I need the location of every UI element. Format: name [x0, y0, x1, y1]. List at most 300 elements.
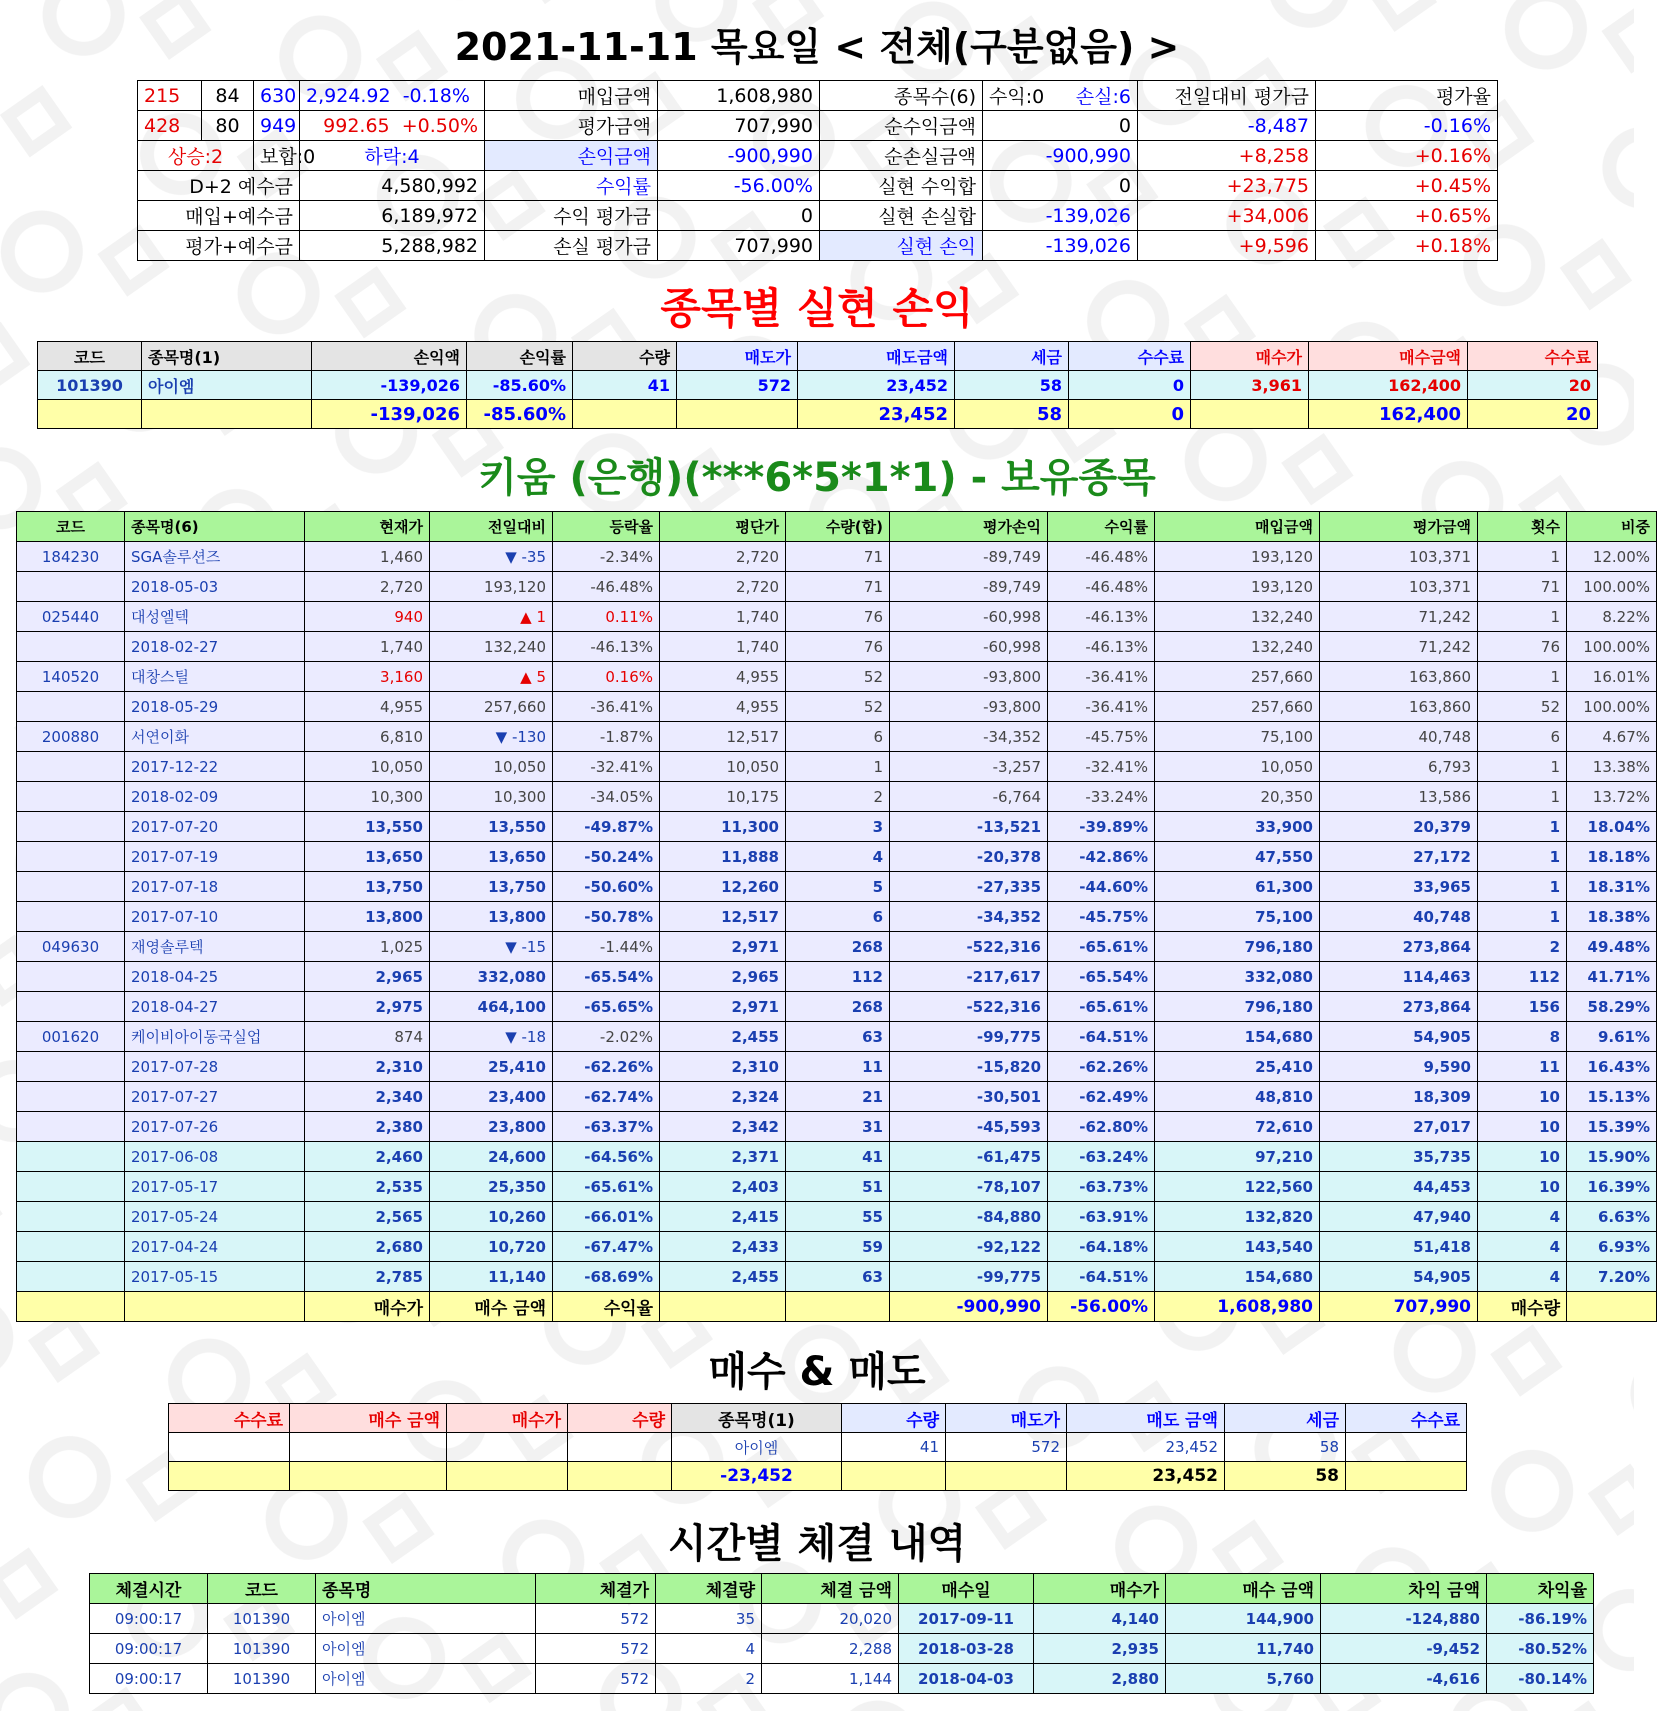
summary-up-count: 215 [138, 81, 202, 111]
holding-cell-3: 10,720 [430, 1232, 553, 1262]
exec-cell-2: 아이엠 [316, 1664, 536, 1694]
holding-cell-10: 13,586 [1320, 782, 1478, 812]
holding-cell-6: 4 [786, 842, 890, 872]
holding-cell-1: 2018-02-09 [125, 782, 305, 812]
holding-lot-row [17, 1052, 1657, 1082]
holding-cell-2: 2,785 [305, 1262, 430, 1292]
holdings-footer-row: 매수가 매수 금액 수익율 -900,990 -56.00% 1,608,980 707,990 매수량 [17, 1292, 1657, 1322]
holding-cell-8: -65.61% [1048, 992, 1155, 1022]
holding-cell-9: 154,680 [1155, 1262, 1320, 1292]
holding-cell-4: -2.02% [553, 1022, 660, 1052]
exec-cell-9: -9,452 [1321, 1634, 1487, 1664]
holding-cell-10: 9,590 [1320, 1052, 1478, 1082]
holding-lot-row [17, 902, 1657, 932]
exec-cell-9: -124,880 [1321, 1604, 1487, 1634]
holding-cell-4: -1.87% [553, 722, 660, 752]
holding-cell-6: 41 [786, 1142, 890, 1172]
holding-cell-12: 16.43% [1567, 1052, 1657, 1082]
holding-cell-7: -15,820 [890, 1052, 1048, 1082]
holding-cell-7: -34,352 [890, 902, 1048, 932]
holding-cell-8: -46.48% [1048, 542, 1155, 572]
holding-cell-1: 2017-05-15 [125, 1262, 305, 1292]
holding-cell-8: -62.49% [1048, 1082, 1155, 1112]
summary-row-1: 215 84 630 2,924.92 -0.18% 매입금액 1,608,980 종목수(6) 수익:0 손실:6 전일대비 평가금 평가율 [138, 81, 1498, 111]
holding-cell-2: 2,720 [305, 572, 430, 602]
holding-cell-8: -64.18% [1048, 1232, 1155, 1262]
holding-cell-6: 63 [786, 1022, 890, 1052]
holding-lot-row [17, 992, 1657, 1022]
holding-cell-1: 대성엘텍 [125, 602, 305, 632]
holding-cell-4: -62.26% [553, 1052, 660, 1082]
holding-cell-1: 2018-05-03 [125, 572, 305, 602]
holding-cell-8: -36.41% [1048, 662, 1155, 692]
holding-cell-2: 2,680 [305, 1232, 430, 1262]
holding-cell-9: 33,900 [1155, 812, 1320, 842]
holding-cell-1: 2017-12-22 [125, 752, 305, 782]
page-title: 2021-11-11 목요일 < 전체(구분없음) > [454, 25, 1180, 69]
holding-main-row [17, 602, 1657, 632]
holding-cell-1: 2017-04-24 [125, 1232, 305, 1262]
holding-cell-1: 2017-05-24 [125, 1202, 305, 1232]
holding-cell-8: -45.75% [1048, 722, 1155, 752]
holding-cell-9: 132,240 [1155, 632, 1320, 662]
holding-cell-6: 2 [786, 782, 890, 812]
holding-cell-12: 16.01% [1567, 662, 1657, 692]
holding-cell-5: 2,371 [660, 1142, 786, 1172]
holding-cell-10: 114,463 [1320, 962, 1478, 992]
holding-cell-6: 1 [786, 752, 890, 782]
holding-cell-8: -45.75% [1048, 902, 1155, 932]
holding-cell-12: 18.04% [1567, 812, 1657, 842]
holding-cell-4: -50.78% [553, 902, 660, 932]
holding-cell-6: 112 [786, 962, 890, 992]
summary-row-3: 상승:2 보합:0 하락:4 손익금액 -900,990 순손실금액 -900,990 +8,258 +0.16% [138, 141, 1498, 171]
exec-cell-0: 09:00:17 [90, 1604, 208, 1634]
holding-cell-10: 27,172 [1320, 842, 1478, 872]
holding-cell-5: 10,175 [660, 782, 786, 812]
holding-cell-11: 1 [1478, 872, 1567, 902]
holding-cell-0 [17, 1112, 125, 1142]
holding-cell-11: 4 [1478, 1202, 1567, 1232]
holding-cell-12: 8.22% [1567, 602, 1657, 632]
holding-cell-1: 2017-07-28 [125, 1052, 305, 1082]
holding-cell-3: 13,550 [430, 812, 553, 842]
holding-cell-10: 273,864 [1320, 992, 1478, 1022]
holding-cell-0: 200880 [17, 722, 125, 752]
holding-cell-7: -99,775 [890, 1022, 1048, 1052]
holding-cell-2: 1,740 [305, 632, 430, 662]
holding-cell-3: 23,800 [430, 1112, 553, 1142]
holding-cell-5: 2,433 [660, 1232, 786, 1262]
holding-cell-7: -60,998 [890, 632, 1048, 662]
exec-cell-3: 572 [536, 1604, 656, 1634]
holding-cell-4: -65.65% [553, 992, 660, 1022]
holding-cell-3: 11,140 [430, 1262, 553, 1292]
holding-cell-2: 2,565 [305, 1202, 430, 1232]
holding-cell-11: 6 [1478, 722, 1567, 752]
holding-cell-9: 132,240 [1155, 602, 1320, 632]
holding-cell-4: -50.60% [553, 872, 660, 902]
exec-cell-4: 2 [656, 1664, 762, 1694]
holding-cell-7: -34,352 [890, 722, 1048, 752]
exec-cell-0: 09:00:17 [90, 1664, 208, 1694]
holding-cell-3: 13,750 [430, 872, 553, 902]
holding-cell-3: 13,800 [430, 902, 553, 932]
holding-cell-4: -49.87% [553, 812, 660, 842]
holding-cell-12: 15.39% [1567, 1112, 1657, 1142]
holding-lot-row [17, 1172, 1657, 1202]
exec-cell-1: 101390 [208, 1634, 316, 1664]
holding-cell-0: 025440 [17, 602, 125, 632]
holding-cell-7: -60,998 [890, 602, 1048, 632]
holding-cell-3: ▼ -130 [430, 722, 553, 752]
realized-title: 종목별 실현 손익 [660, 284, 974, 333]
holding-cell-4: 0.16% [553, 662, 660, 692]
holding-cell-8: -62.26% [1048, 1052, 1155, 1082]
holding-cell-5: 2,310 [660, 1052, 786, 1082]
holding-cell-3: 25,410 [430, 1052, 553, 1082]
holding-cell-7: -30,501 [890, 1082, 1048, 1112]
holding-cell-9: 20,350 [1155, 782, 1320, 812]
holding-cell-11: 4 [1478, 1262, 1567, 1292]
holding-cell-6: 268 [786, 932, 890, 962]
exec-cell-7: 2,880 [1034, 1664, 1166, 1694]
exec-cell-5: 20,020 [762, 1604, 899, 1634]
holding-cell-9: 10,050 [1155, 752, 1320, 782]
holding-cell-10: 163,860 [1320, 692, 1478, 722]
holding-cell-0 [17, 1262, 125, 1292]
holding-cell-8: -63.91% [1048, 1202, 1155, 1232]
holding-cell-8: -46.48% [1048, 572, 1155, 602]
holding-cell-9: 143,540 [1155, 1232, 1320, 1262]
holding-cell-4: -50.24% [553, 842, 660, 872]
holding-cell-1: 2018-04-25 [125, 962, 305, 992]
holding-lot-row [17, 1262, 1657, 1292]
holding-cell-5: 2,971 [660, 932, 786, 962]
holding-cell-4: -34.05% [553, 782, 660, 812]
holding-cell-11: 2 [1478, 932, 1567, 962]
holding-cell-9: 61,300 [1155, 872, 1320, 902]
holding-cell-2: 1,460 [305, 542, 430, 572]
holding-lot-row [17, 782, 1657, 812]
holding-lot-row [17, 1202, 1657, 1232]
holding-cell-7: -84,880 [890, 1202, 1048, 1232]
holding-cell-4: 0.11% [553, 602, 660, 632]
holding-cell-2: 2,310 [305, 1052, 430, 1082]
holding-cell-3: 10,050 [430, 752, 553, 782]
holding-cell-12: 15.13% [1567, 1082, 1657, 1112]
holding-cell-12: 58.29% [1567, 992, 1657, 1022]
holding-cell-5: 12,260 [660, 872, 786, 902]
exec-cell-2: 아이엠 [316, 1634, 536, 1664]
holding-cell-11: 156 [1478, 992, 1567, 1022]
holding-cell-2: 940 [305, 602, 430, 632]
holding-cell-11: 1 [1478, 782, 1567, 812]
holding-cell-1: 2017-07-18 [125, 872, 305, 902]
holding-cell-0 [17, 992, 125, 1022]
holding-cell-12: 100.00% [1567, 632, 1657, 662]
holding-cell-7: -99,775 [890, 1262, 1048, 1292]
holding-cell-4: -32.41% [553, 752, 660, 782]
holding-cell-3: 332,080 [430, 962, 553, 992]
holding-lot-row [17, 842, 1657, 872]
exec-cell-10: -80.52% [1487, 1634, 1594, 1664]
holding-cell-8: -33.24% [1048, 782, 1155, 812]
holding-cell-2: 2,965 [305, 962, 430, 992]
holding-cell-9: 257,660 [1155, 692, 1320, 722]
exec-cell-4: 35 [656, 1604, 762, 1634]
holding-cell-10: 27,017 [1320, 1112, 1478, 1142]
holding-cell-5: 4,955 [660, 692, 786, 722]
holding-cell-6: 52 [786, 692, 890, 722]
holding-cell-4: -67.47% [553, 1232, 660, 1262]
holding-cell-1: 2017-07-19 [125, 842, 305, 872]
holding-cell-12: 100.00% [1567, 692, 1657, 722]
holding-cell-2: 13,650 [305, 842, 430, 872]
holding-cell-11: 1 [1478, 812, 1567, 842]
holding-cell-0: 140520 [17, 662, 125, 692]
holding-cell-12: 16.39% [1567, 1172, 1657, 1202]
holding-cell-5: 11,300 [660, 812, 786, 842]
holding-cell-1: 2017-07-26 [125, 1112, 305, 1142]
holding-cell-7: -20,378 [890, 842, 1048, 872]
holding-cell-1: 2018-04-27 [125, 992, 305, 1022]
holding-cell-0 [17, 1202, 125, 1232]
holding-cell-11: 4 [1478, 1232, 1567, 1262]
exec-cell-10: -80.14% [1487, 1664, 1594, 1694]
holding-cell-5: 2,324 [660, 1082, 786, 1112]
holding-cell-9: 154,680 [1155, 1022, 1320, 1052]
holding-cell-0 [17, 872, 125, 902]
holding-cell-5: 2,720 [660, 542, 786, 572]
holding-cell-9: 332,080 [1155, 962, 1320, 992]
holding-cell-11: 1 [1478, 752, 1567, 782]
exec-row [90, 1604, 1594, 1634]
holding-cell-7: -3,257 [890, 752, 1048, 782]
holding-cell-9: 25,410 [1155, 1052, 1320, 1082]
trade-table [168, 1403, 1467, 1491]
holding-cell-6: 21 [786, 1082, 890, 1112]
holding-cell-5: 2,403 [660, 1172, 786, 1202]
holding-cell-6: 6 [786, 902, 890, 932]
holding-cell-11: 8 [1478, 1022, 1567, 1052]
exec-table [89, 1573, 1594, 1694]
holding-cell-1: 2018-02-27 [125, 632, 305, 662]
holdings-title: 키움 (은행)(***6*5*1*1) - 보유종목 [478, 455, 1156, 501]
holding-cell-8: -44.60% [1048, 872, 1155, 902]
holding-cell-0 [17, 692, 125, 722]
holding-cell-9: 97,210 [1155, 1142, 1320, 1172]
exec-cell-8: 144,900 [1166, 1604, 1321, 1634]
holding-cell-7: -6,764 [890, 782, 1048, 812]
holding-cell-10: 35,735 [1320, 1142, 1478, 1172]
holding-cell-8: -39.89% [1048, 812, 1155, 842]
holding-cell-7: -45,593 [890, 1112, 1048, 1142]
holding-cell-3: ▲ 5 [430, 662, 553, 692]
holding-cell-4: -36.41% [553, 692, 660, 722]
holding-cell-0 [17, 572, 125, 602]
holding-cell-3: 23,400 [430, 1082, 553, 1112]
holding-cell-3: 257,660 [430, 692, 553, 722]
holding-cell-0: 001620 [17, 1022, 125, 1052]
holding-cell-5: 2,971 [660, 992, 786, 1022]
exec-cell-5: 1,144 [762, 1664, 899, 1694]
holding-cell-3: 24,600 [430, 1142, 553, 1172]
holding-cell-8: -65.61% [1048, 932, 1155, 962]
holding-cell-12: 15.90% [1567, 1142, 1657, 1172]
holding-cell-9: 257,660 [1155, 662, 1320, 692]
holding-cell-9: 47,550 [1155, 842, 1320, 872]
holdings-table [16, 511, 1657, 1322]
holding-cell-3: 25,350 [430, 1172, 553, 1202]
holding-main-row [17, 1022, 1657, 1052]
holding-cell-12: 7.20% [1567, 1262, 1657, 1292]
holding-cell-1: 서연이화 [125, 722, 305, 752]
holding-cell-10: 40,748 [1320, 902, 1478, 932]
holding-cell-2: 2,340 [305, 1082, 430, 1112]
holding-cell-2: 13,800 [305, 902, 430, 932]
holding-cell-9: 193,120 [1155, 572, 1320, 602]
holding-cell-5: 2,965 [660, 962, 786, 992]
holding-cell-3: 193,120 [430, 572, 553, 602]
holding-cell-6: 52 [786, 662, 890, 692]
exec-cell-9: -4,616 [1321, 1664, 1487, 1694]
holding-cell-7: -27,335 [890, 872, 1048, 902]
holding-cell-2: 6,810 [305, 722, 430, 752]
holding-cell-2: 874 [305, 1022, 430, 1052]
exec-cell-3: 572 [536, 1634, 656, 1664]
holding-cell-12: 9.61% [1567, 1022, 1657, 1052]
trade-header-row: 수수료 매수 금액 매수가 수량 종목명(1) 수량 매도가 매도 금액 세금 수수료 [169, 1404, 1467, 1433]
holding-cell-4: -46.13% [553, 632, 660, 662]
holding-cell-11: 1 [1478, 662, 1567, 692]
exec-row [90, 1634, 1594, 1664]
holding-lot-row [17, 572, 1657, 602]
holding-cell-11: 1 [1478, 602, 1567, 632]
holding-cell-9: 72,610 [1155, 1112, 1320, 1142]
exec-cell-6: 2018-04-03 [899, 1664, 1034, 1694]
holding-cell-0 [17, 842, 125, 872]
holding-cell-12: 18.31% [1567, 872, 1657, 902]
holding-cell-9: 193,120 [1155, 542, 1320, 572]
holding-cell-3: 10,300 [430, 782, 553, 812]
exec-cell-3: 572 [536, 1664, 656, 1694]
holding-cell-0 [17, 962, 125, 992]
holding-cell-7: -78,107 [890, 1172, 1048, 1202]
holding-cell-5: 12,517 [660, 902, 786, 932]
holding-cell-0 [17, 1172, 125, 1202]
holding-cell-1: 2017-07-27 [125, 1082, 305, 1112]
holding-cell-6: 59 [786, 1232, 890, 1262]
holding-cell-3: 13,650 [430, 842, 553, 872]
summary-row-2: 428 80 949 992.65 +0.50% 평가금액 707,990 순수익금액 0 -8,487 -0.16% [138, 111, 1498, 141]
holding-cell-8: -62.80% [1048, 1112, 1155, 1142]
holding-lot-row [17, 1112, 1657, 1142]
holding-cell-10: 6,793 [1320, 752, 1478, 782]
holding-cell-4: -62.74% [553, 1082, 660, 1112]
holding-cell-6: 55 [786, 1202, 890, 1232]
holding-cell-9: 75,100 [1155, 902, 1320, 932]
holding-cell-10: 54,905 [1320, 1262, 1478, 1292]
holding-cell-12: 41.71% [1567, 962, 1657, 992]
holding-cell-5: 2,455 [660, 1022, 786, 1052]
exec-cell-6: 2017-09-11 [899, 1604, 1034, 1634]
holding-cell-12: 13.72% [1567, 782, 1657, 812]
holding-cell-11: 10 [1478, 1172, 1567, 1202]
holding-cell-1: 2017-06-08 [125, 1142, 305, 1172]
holding-lot-row [17, 752, 1657, 782]
holding-lot-row [17, 692, 1657, 722]
holding-cell-5: 2,720 [660, 572, 786, 602]
holding-cell-11: 11 [1478, 1052, 1567, 1082]
holding-cell-2: 10,050 [305, 752, 430, 782]
holding-cell-6: 63 [786, 1262, 890, 1292]
holding-cell-12: 18.18% [1567, 842, 1657, 872]
holding-cell-6: 51 [786, 1172, 890, 1202]
trade-row: 아이엠 41 572 23,452 58 [169, 1433, 1467, 1462]
holding-cell-7: -522,316 [890, 932, 1048, 962]
holding-cell-3: 132,240 [430, 632, 553, 662]
holding-cell-2: 3,160 [305, 662, 430, 692]
realized-table [37, 341, 1598, 429]
holding-cell-11: 112 [1478, 962, 1567, 992]
exec-cell-8: 11,740 [1166, 1634, 1321, 1664]
exec-cell-2: 아이엠 [316, 1604, 536, 1634]
holding-cell-11: 1 [1478, 842, 1567, 872]
holding-lot-row [17, 812, 1657, 842]
holding-cell-0: 184230 [17, 542, 125, 572]
exec-cell-8: 5,760 [1166, 1664, 1321, 1694]
holding-cell-7: -93,800 [890, 692, 1048, 722]
holding-cell-12: 6.93% [1567, 1232, 1657, 1262]
holding-cell-10: 40,748 [1320, 722, 1478, 752]
holding-main-row [17, 542, 1657, 572]
holding-main-row [17, 662, 1657, 692]
trade-title: 매수 & 매도 [708, 1349, 926, 1395]
holding-cell-5: 2,342 [660, 1112, 786, 1142]
holding-cell-3: ▼ -15 [430, 932, 553, 962]
holding-cell-8: -63.73% [1048, 1172, 1155, 1202]
holding-cell-4: -64.56% [553, 1142, 660, 1172]
holding-lot-row [17, 962, 1657, 992]
holding-cell-1: 2018-05-29 [125, 692, 305, 722]
holding-cell-7: -93,800 [890, 662, 1048, 692]
holding-cell-1: 케이비아이동국실업 [125, 1022, 305, 1052]
holding-cell-11: 1 [1478, 542, 1567, 572]
holdings-header-row: 코드 종목명(6) 현재가 전일대비 등락율 평단가 수량(합) 평가손익 수익률 매입금액 평가금액 횟수 비중 [17, 512, 1657, 542]
holding-cell-5: 11,888 [660, 842, 786, 872]
holding-cell-4: -66.01% [553, 1202, 660, 1232]
holding-cell-0 [17, 1232, 125, 1262]
holding-cell-12: 4.67% [1567, 722, 1657, 752]
holding-cell-6: 5 [786, 872, 890, 902]
holding-cell-9: 796,180 [1155, 992, 1320, 1022]
holding-cell-11: 10 [1478, 1112, 1567, 1142]
holding-cell-9: 132,820 [1155, 1202, 1320, 1232]
holding-cell-4: -65.54% [553, 962, 660, 992]
holding-cell-1: 재영솔루텍 [125, 932, 305, 962]
holding-cell-5: 4,955 [660, 662, 786, 692]
holding-cell-11: 1 [1478, 902, 1567, 932]
exec-cell-10: -86.19% [1487, 1604, 1594, 1634]
holding-cell-7: -13,521 [890, 812, 1048, 842]
holding-cell-10: 71,242 [1320, 632, 1478, 662]
holding-cell-10: 44,453 [1320, 1172, 1478, 1202]
exec-title: 시간별 체결 내역 [667, 1521, 967, 1567]
exec-cell-0: 09:00:17 [90, 1634, 208, 1664]
holding-cell-11: 71 [1478, 572, 1567, 602]
holding-cell-8: -46.13% [1048, 602, 1155, 632]
